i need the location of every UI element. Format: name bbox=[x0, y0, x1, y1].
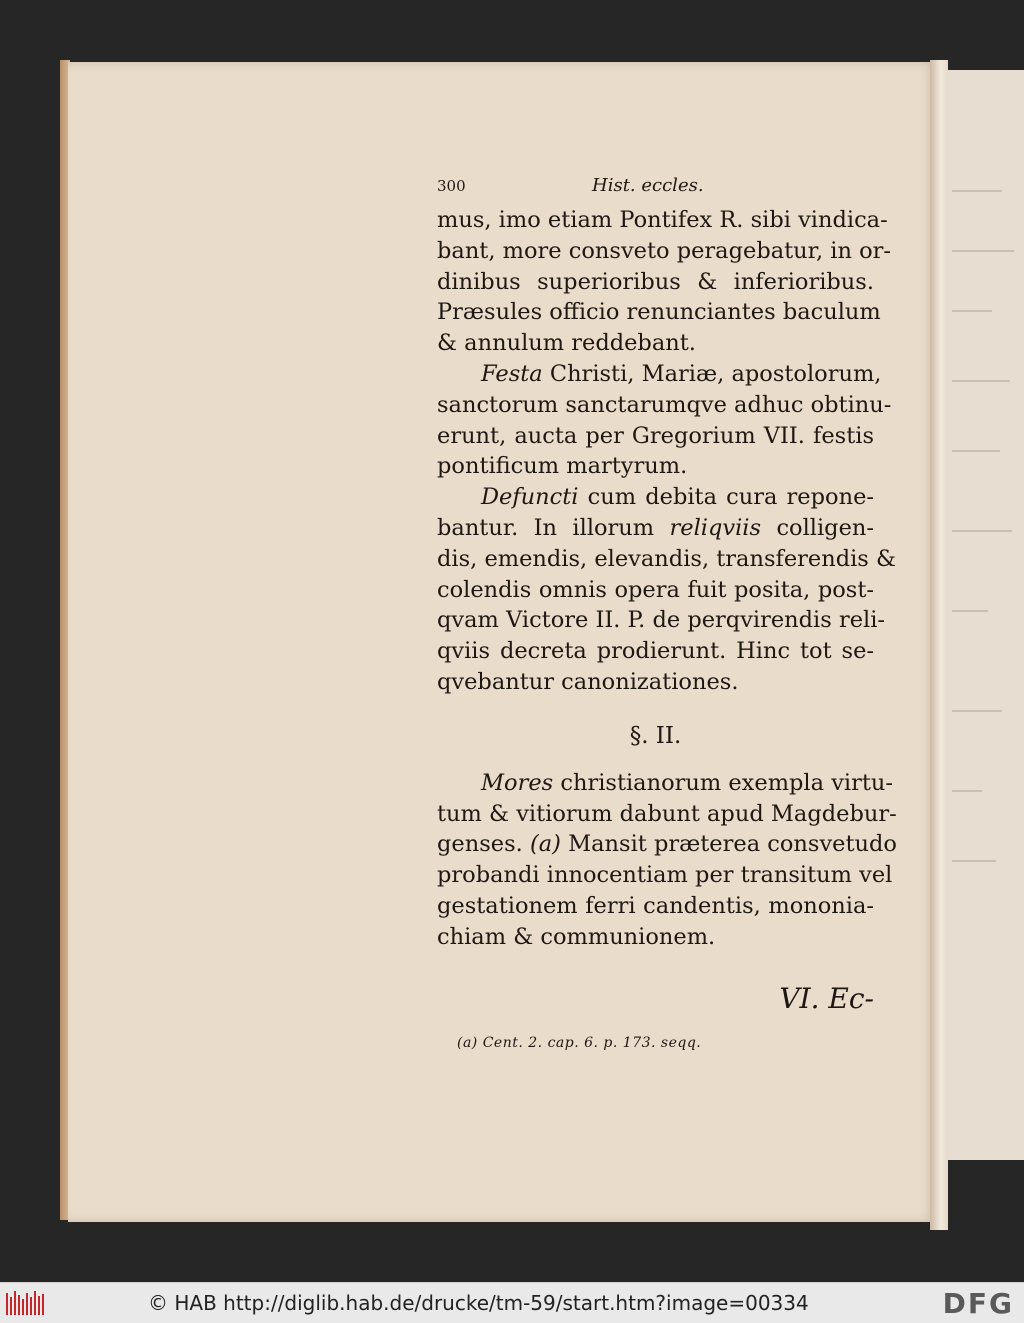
text-line: probandi innocentiam per transitum vel bbox=[437, 862, 893, 889]
text-line: chiam & communionem. bbox=[437, 923, 716, 950]
text-line: tum & vitiorum dabunt apud Magdebur- bbox=[437, 800, 897, 827]
text-line: Defuncti cum debita cura repone- bbox=[481, 484, 874, 511]
dfg-logo: DFG bbox=[942, 1287, 1014, 1320]
footer-bar bbox=[0, 1282, 1024, 1323]
running-title: Hist. eccles. bbox=[592, 175, 704, 196]
text-line: Mores christianorum exempla virtu- bbox=[481, 769, 893, 796]
source-link[interactable]: © HAB http://diglib.hab.de/drucke/tm-59/start.htm?image=00334 bbox=[148, 1291, 809, 1315]
text-line: bant, more consveto peragebatur, in or- bbox=[437, 237, 891, 264]
text-line: colendis omnis opera fuit posita, post- bbox=[437, 576, 874, 603]
catchword: VI. Ec- bbox=[779, 981, 874, 1015]
text-line: dis, emendis, elevandis, transferendis & bbox=[437, 545, 897, 572]
paragraph-3 bbox=[437, 482, 897, 698]
text-line: qviis decreta prodierunt. Hinc tot se- bbox=[437, 638, 874, 665]
paragraph-4 bbox=[437, 768, 897, 953]
running-head bbox=[437, 175, 874, 203]
italic-term: Defuncti bbox=[481, 484, 579, 511]
italic-term: Mores bbox=[481, 769, 554, 796]
section-heading: §. II. bbox=[629, 722, 682, 749]
text-line: qvam Victore II. P. de perqvirendis reli- bbox=[437, 607, 886, 634]
page-number: 300 bbox=[437, 177, 466, 195]
text-line: dinibus superioribus & inferioribus. bbox=[437, 268, 874, 295]
page-text bbox=[437, 175, 897, 1051]
text-line: mus, imo etiam Pontifex R. sibi vindica- bbox=[437, 207, 888, 233]
text-line: & annulum reddebant. bbox=[437, 330, 696, 357]
italic-term: Festa bbox=[481, 360, 543, 387]
next-page-edge bbox=[946, 70, 1024, 1160]
hab-logo-icon bbox=[6, 1291, 46, 1315]
text-line: gestationem ferri candentis, mononia- bbox=[437, 892, 874, 919]
text-line: Festa Christi, Mariæ, apostolorum, bbox=[481, 360, 882, 387]
text-line: erunt, aucta per Gregorium VII. festis bbox=[437, 422, 874, 449]
italic-term: reliqviis bbox=[669, 514, 762, 541]
paragraph-2 bbox=[437, 359, 892, 482]
text-line: qvebantur canonizationes. bbox=[437, 668, 739, 695]
text-line: pontificum martyrum. bbox=[437, 453, 688, 480]
paragraph-1 bbox=[437, 205, 891, 359]
footnote: (a) Cent. 2. cap. 6. p. 173. seqq. bbox=[457, 1034, 702, 1051]
text-line: sanctorum sanctarumqve adhuc obtinu- bbox=[437, 391, 892, 418]
footnote-ref: (a) bbox=[529, 831, 561, 858]
text-line: bantur. In illorum reliqviis colligen- bbox=[437, 514, 874, 541]
text-line: genses. (a) Mansit præterea consvetudo bbox=[437, 831, 897, 858]
text-line: Præsules officio renunciantes baculum bbox=[437, 299, 881, 326]
